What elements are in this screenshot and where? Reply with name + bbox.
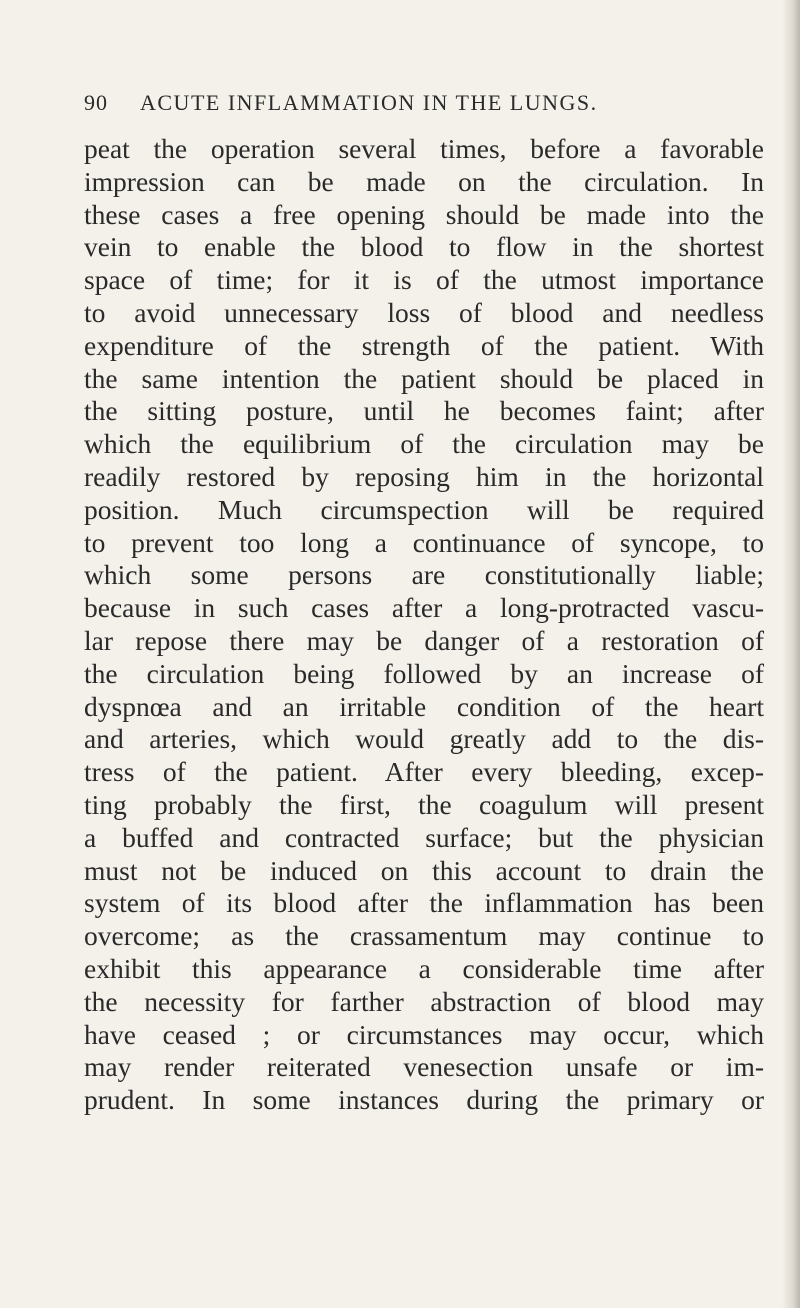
text-line: position. Much circumspection will be required [84,493,764,525]
text-line: lar repose there may be danger of a restoration of [84,624,764,656]
text-line: to avoid unnecessary loss of blood and needless [84,296,764,328]
text-line: a buffed and contracted surface; but the physician [84,821,764,853]
text-line: exhibit this appearance a considerable time after [84,952,764,984]
text-line: must not be induced on this account to drain the [84,854,764,886]
text-line: impression can be made on the circulation. In [84,165,764,197]
text-line: space of time; for it is of the utmost importance [84,264,764,296]
text-line: the same intention the patient should be placed in [84,362,764,394]
text-line: the necessity for farther abstraction of blood may [84,985,764,1017]
text-line: overcome; as the crassamentum may continue to [84,920,764,952]
text-line: system of its blood after the inflammation has been [84,887,764,919]
text-line: may render reiterated venesection unsafe or im- [84,1051,764,1083]
text-line: these cases a free opening should be made into the [84,198,764,230]
page-edge-shadow [782,0,800,1308]
page-number: 90 [84,90,108,115]
text-line: which the equilibrium of the circulation may be [84,428,764,460]
text-line: vein to enable the blood to flow in the shortest [84,231,764,263]
text-line: prudent. In some instances during the primary or [84,1084,764,1116]
body-paragraph [84,133,764,1117]
text-line: the sitting posture, until he becomes faint; after [84,395,764,427]
text-line: dyspnœa and an irritable condition of the heart [84,690,764,722]
text-line: expenditure of the strength of the patient. With [84,329,764,361]
text-line: which some persons are constitutionally liable; [84,559,764,591]
text-line: readily restored by reposing him in the horizontal [84,460,764,492]
text-line: the circulation being followed by an increase of [84,657,764,689]
text-line: have ceased ; or circumstances may occur, which [84,1018,764,1050]
text-line: because in such cases after a long-protracted vascu- [84,592,764,624]
text-line: to prevent too long a continuance of syncope, to [84,526,764,558]
running-head: ACUTE INFLAMMATION IN THE LUNGS. [140,90,598,115]
text-line: tress of the patient. After every bleeding, excep- [84,756,764,788]
page-header [84,90,774,120]
text-line: and arteries, which would greatly add to the dis- [84,723,764,755]
text-line: peat the operation several times, before a favorable [84,133,764,164]
text-line: ting probably the first, the coagulum will present [84,788,764,820]
